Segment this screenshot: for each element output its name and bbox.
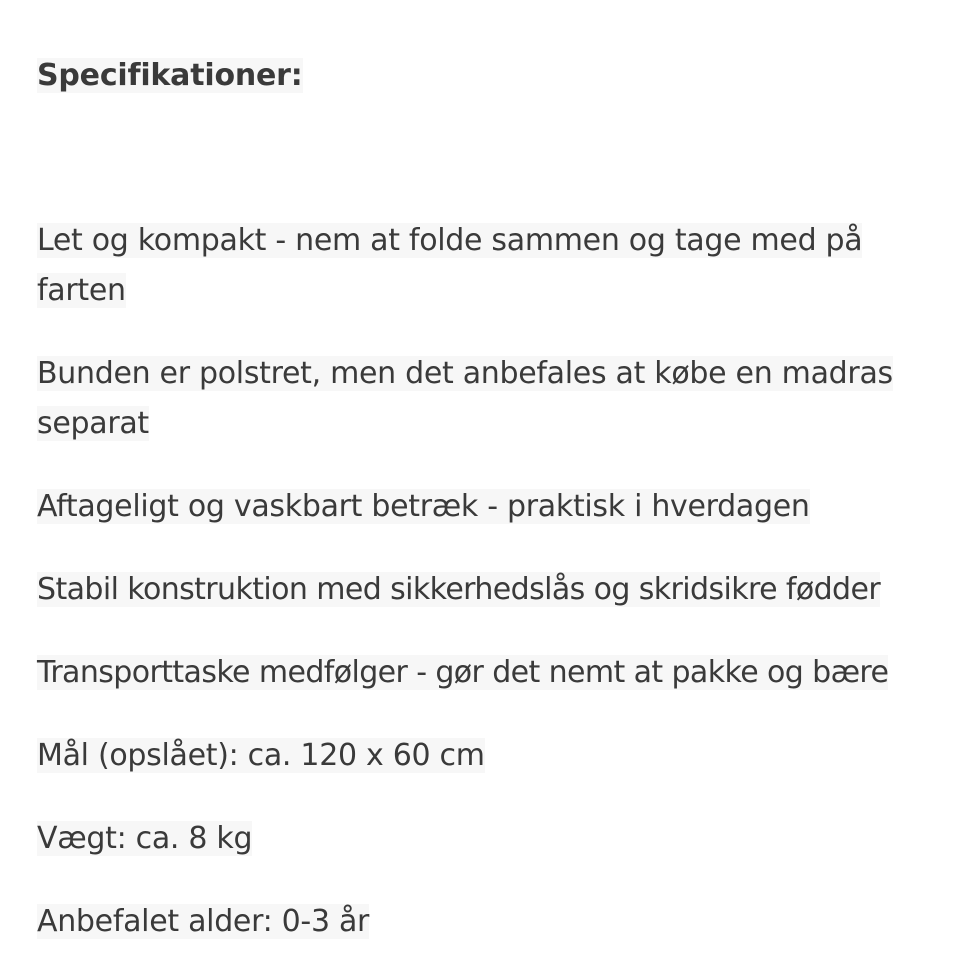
spec-item-text: Let og kompakt - nem at folde sammen og tage med på farten	[37, 223, 863, 308]
spec-item-text: Stabil konstruktion med sikkerhedslås og skridsikre fødder	[37, 572, 881, 607]
spec-item-text: Transporttaske medfølger - gør det nemt at pakke og bære	[37, 655, 889, 690]
spec-item	[37, 731, 937, 781]
spec-item	[37, 648, 937, 698]
spec-list	[37, 216, 937, 947]
spec-item	[37, 482, 937, 532]
spec-heading	[37, 52, 937, 100]
spec-item-text: Mål (opslået): ca. 120 x 60 cm	[37, 738, 485, 773]
spec-item	[37, 216, 937, 316]
spec-item-text: Anbefalet alder: 0-3 år	[37, 904, 370, 939]
spec-item	[37, 565, 937, 615]
spec-item-text: Bunden er polstret, men det anbefales at købe en madras separat	[37, 356, 893, 441]
spec-section	[37, 52, 937, 980]
spec-heading-text: Specifikationer:	[37, 58, 303, 93]
spec-item	[37, 814, 937, 864]
spec-item-text: Vægt: ca. 8 kg	[37, 821, 253, 856]
spec-item-text: Aftageligt og vaskbart betræk - praktisk i hverdagen	[37, 489, 810, 524]
spec-item	[37, 349, 937, 449]
spec-item	[37, 897, 937, 947]
